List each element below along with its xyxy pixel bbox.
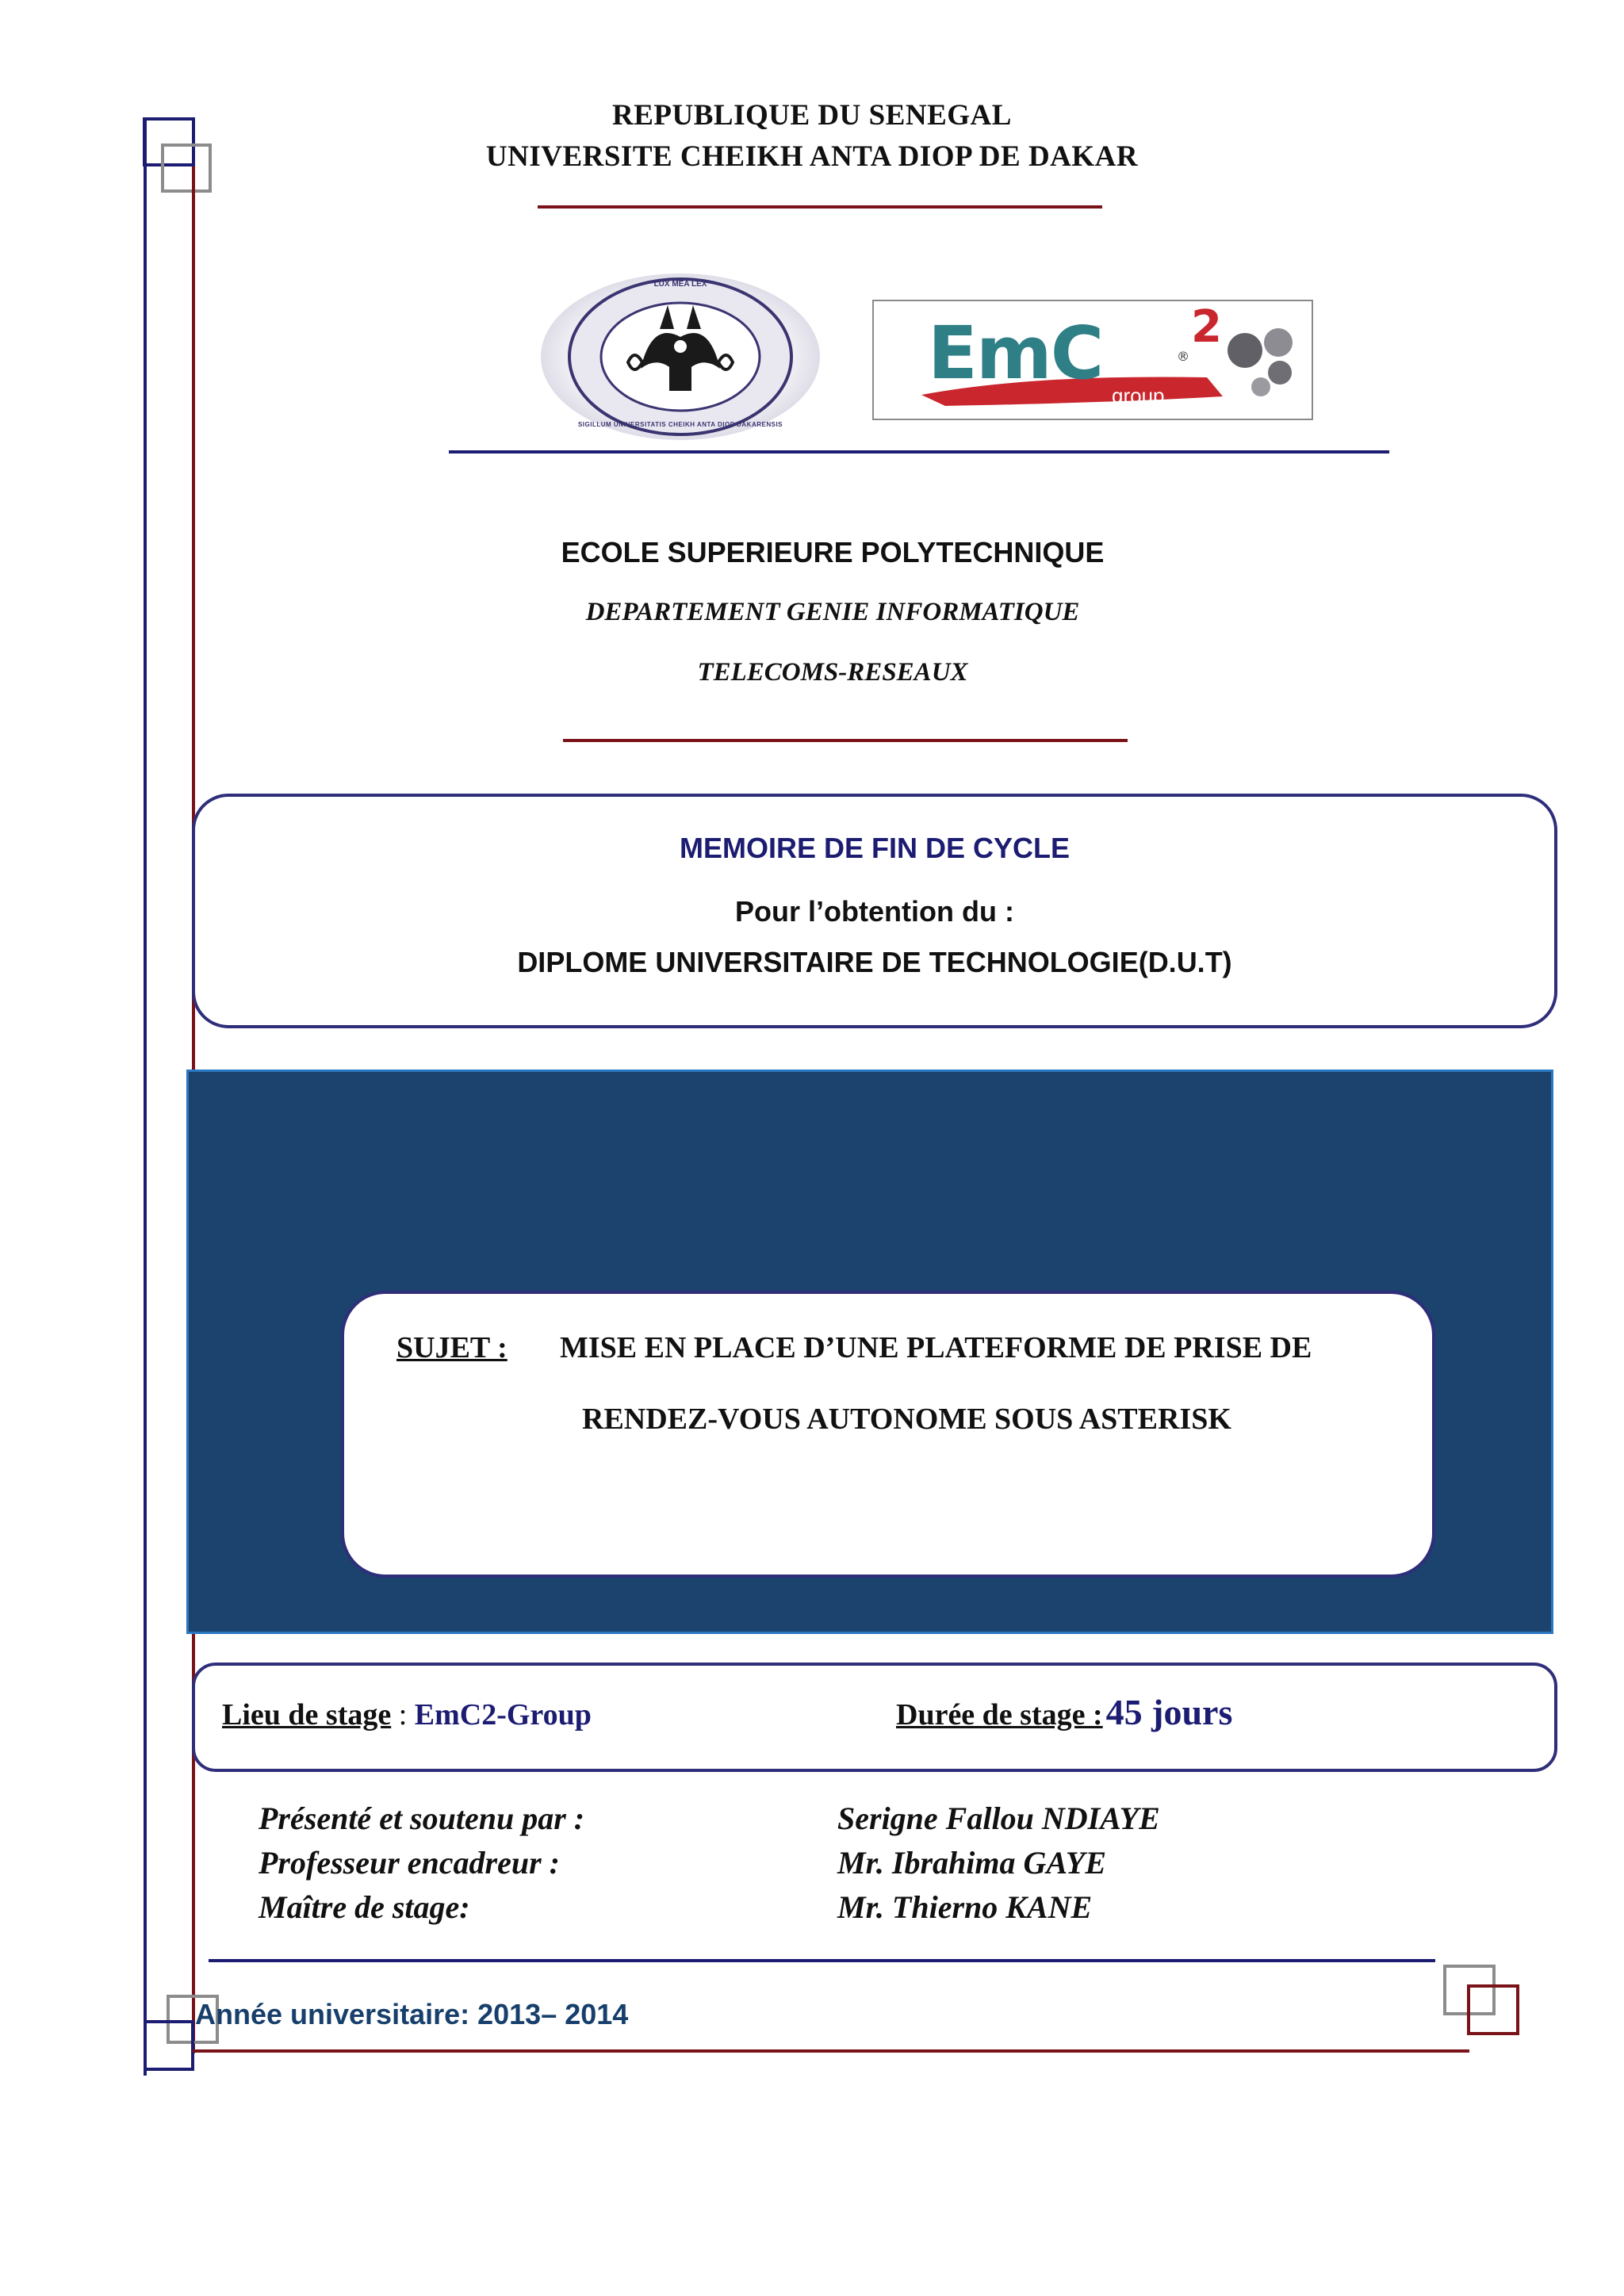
person-name: Serigne Fallou NDIAYE (837, 1800, 1160, 1836)
person-name: Mr. Thierno KANE (837, 1889, 1093, 1925)
person-row (259, 1844, 1369, 1888)
option-name: TELECOMS-RESEAUX (697, 658, 968, 687)
subject-panel (186, 1070, 1553, 1634)
diploma-name: DIPLOME UNIVERSITAIRE DE TECHNOLOGIE(D.U.T) (517, 946, 1232, 978)
subject-line-1: MISE EN PLACE D’UNE PLATEFORME DE PRISE DE (560, 1331, 1312, 1364)
frame-bottom-navy-line (209, 1959, 1435, 1962)
stage-place-value: EmC2-Group (414, 1698, 592, 1732)
emc2-brand-text: EmC (928, 311, 1103, 396)
seal-ring-text: SIGILLUM UNIVERSITATIS CHEIKH ANTA DIOP DAKARENSIS (577, 421, 783, 428)
country-name: REPUBLIQUE DU SENEGAL (612, 99, 1012, 132)
stage-duration (896, 1691, 1232, 1733)
ucad-seal-icon (541, 274, 820, 440)
memoire-purpose: Pour l’obtention du : (735, 895, 1014, 928)
emc2-superscript: 2 (1191, 301, 1222, 353)
emc2-logo (872, 300, 1313, 420)
frame-left-navy-line (144, 117, 147, 2076)
department-name: DEPARTEMENT GENIE INFORMATIQUE (585, 598, 1080, 626)
emc2-tagline: group (1112, 384, 1165, 408)
seal-motto: LUX MEA LEX (653, 280, 707, 289)
memoire-box (192, 794, 1557, 1028)
emc2-registered-mark: ® (1177, 349, 1189, 364)
frame-bottom-red-line (193, 2049, 1469, 2053)
people-list (259, 1800, 1369, 1933)
stage-place-label: Lieu de stage (222, 1698, 392, 1732)
school-divider-red (563, 739, 1128, 742)
stage-info-box (192, 1663, 1557, 1772)
subject-label: SUJET : (396, 1331, 508, 1364)
stage-place-separator: : (391, 1698, 415, 1732)
subject-line-2: RENDEZ-VOUS AUTONOME SOUS ASTERISK (582, 1402, 1231, 1436)
person-row (259, 1888, 1369, 1933)
person-role: Présenté et soutenu par : (259, 1800, 585, 1836)
header-divider-red (538, 205, 1102, 209)
subject-box (341, 1291, 1435, 1578)
stage-duration-label: Durée de stage : (896, 1698, 1103, 1732)
person-role: Maître de stage: (259, 1889, 470, 1925)
academic-year: Année universitaire: 2013– 2014 (195, 1998, 629, 2030)
corner-square-red-bottom-right (1467, 1984, 1519, 2035)
university-name: UNIVERSITE CHEIKH ANTA DIOP DE DAKAR (485, 140, 1139, 173)
stage-duration-value: 45 jours (1105, 1692, 1233, 1732)
stage-place (222, 1697, 592, 1732)
person-row (259, 1800, 1369, 1844)
corner-square-navy-bottom-left (144, 2020, 194, 2071)
person-name: Mr. Ibrahima GAYE (837, 1845, 1107, 1881)
school-name: ECOLE SUPERIEURE POLYTECHNIQUE (561, 536, 1105, 568)
ucad-seal-logo (541, 274, 820, 440)
person-role: Professeur encadreur : (259, 1845, 560, 1881)
memoire-title: MEMOIRE DE FIN DE CYCLE (679, 832, 1071, 864)
logos-divider-navy (449, 450, 1389, 453)
